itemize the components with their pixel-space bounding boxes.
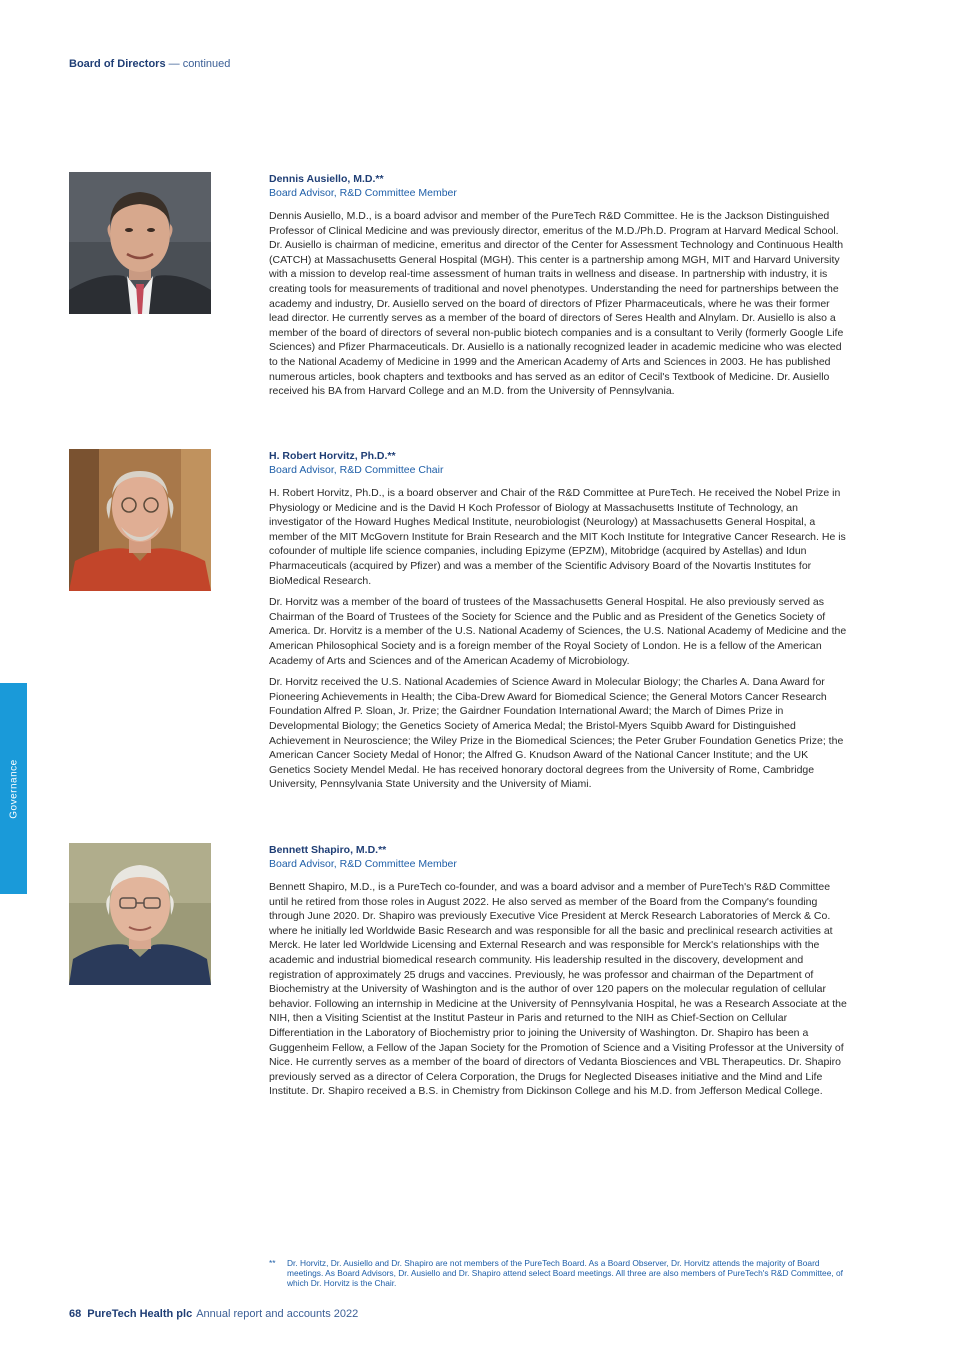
- section-side-tab: [0, 683, 27, 894]
- page-number: 68: [69, 1308, 82, 1320]
- bio-name: Dennis Ausiello, M.D.**: [269, 173, 384, 185]
- bio-paragraph: Dr. Horvitz received the U.S. National Academies of Science Award in Molecular Biology; the Charles A. Dana Award for Pioneering Achievements in Health; the Ciba-Drew Award for Biomedical Science; the General Motors Cancer Research Foundation Alfred P. Sloan, Jr. Prize; the Gairdner Foundation International Award; the March of Dimes Prize in Developmental Biology; the Genetics Society of America Medal; the Bristol-Myers Squibb Award for Distinguished Achievement in Neuroscience; the Wiley Prize in the Biomedical Sciences; the Peter Gruber Foundation Genetics Prize; the American Cancer Society Medal of Honor; the Alfred G. Knudson Award of the National Cancer Institute; and the UK Genetics Society Mendel Medal. He has received honorary doctoral degrees from the University of Rome, Cambridge University, Pennsylvania State University and the University of Miami.: [269, 676, 844, 791]
- bio-name: Bennett Shapiro, M.D.**: [269, 844, 387, 856]
- bio-text-horvitz: [269, 449, 851, 799]
- side-tab-label: Governance: [8, 758, 19, 819]
- bio-text-shapiro: [269, 843, 851, 1106]
- bio-paragraph: Dennis Ausiello, M.D., is a board advisor and member of the PureTech R&D Committee. He is the Jackson Distinguished Professor of Clinical Medicine and was previously director, emeritus of the M.D./Ph.D. Program at Harvard Medical School. Dr. Ausiello is chairman of medicine, emeritus and director of the Center for Assessment Technology and Continuous Health (CATCH) at Massachusetts General Hospital (MGH). This center is a partnership among MGH, MIT and Harvard University with a mission to develop real-time assessment of human traits in wellness and disease. In partnership with industry, it is creating tools for measurements of traditional and novel phenotypes. Understanding the need for partnerships between the academy and industry, Dr. Ausiello served on the board of directors of Pfizer Pharmaceuticals, where he was their former lead director. He currently serves as a member of the board of directors of Seres Health and Alnylam. Dr. Ausiello is also a member of the board of directors of several non-public biotech companies and is a consultant to Verily (formerly Google Life Sciences) and Pfizer Pharmaceuticals. Dr. Ausiello is a nationally recognized leader in academic medicine who was elected to the National Academy of Medicine in 1999 and the American Academy of Arts and Sciences in 2003. He has published numerous articles, book chapters and textbooks and has served as an editor of Cecil's Textbook of Medicine. Dr. Ausiello received his BA from Harvard College and an M.D. from the University of Pennsylvania.: [269, 210, 844, 398]
- footnote-text: Dr. Horvitz, Dr. Ausiello and Dr. Shapiro are not members of the PureTech Board. As a Board Observer, Dr. Horvitz attends the majority of Board meetings. As Board Advisors, Dr. Ausiello and Dr. Shapiro attend select Board meetings. All three are also members of PureTech's R&D Committee, of which Dr. Horvitz is the Chair.: [287, 1258, 844, 1289]
- footnote: [269, 1258, 851, 1289]
- portrait-photo-ausiello: [69, 172, 211, 314]
- footnote-mark: **: [269, 1258, 276, 1268]
- bio-role: Board Advisor, R&D Committee Member: [269, 187, 457, 199]
- bio-role: Board Advisor, R&D Committee Chair: [269, 464, 444, 476]
- bio-paragraph: Dr. Horvitz was a member of the board of trustees of the Massachusetts General Hospital. He also previously served as Chairman of the Board of Trustees of the Society for Science and the Public and as President of the Genetics Society of America. Dr. Horvitz is a member of the U.S. National Academy of Sciences, the U.S. National Academy of Medicine and the American Philosophical Society and is a foreign member of the Royal Society of London. He is a fellow of the American Academy of Arts and Sciences and of the American Academy of Microbiology.: [269, 596, 847, 667]
- portrait-photo-horvitz: [69, 449, 211, 591]
- bio-role: Board Advisor, R&D Committee Member: [269, 858, 457, 870]
- section-title: Board of Directors: [69, 58, 166, 70]
- portrait-photo-shapiro: [69, 843, 211, 985]
- bio-text-ausiello: [269, 172, 851, 406]
- continued-label: — continued: [165, 58, 231, 70]
- page-footer: [69, 1308, 358, 1320]
- bio-name: H. Robert Horvitz, Ph.D.**: [269, 450, 396, 462]
- bio-paragraph: H. Robert Horvitz, Ph.D., is a board observer and Chair of the R&D Committee at PureTech. He received the Nobel Prize in Physiology or Medicine and is the David H Koch Professor of Biology at Massachusetts Institute of Technology, an investigator of the Howard Hughes Medical Institute, neurobiologist (Neurology) at Massachusetts General Hospital, a member of the MIT McGovern Institute for Brain Research and the MIT Koch Institute for Integrative Cancer Research. He is cofounder of multiple life science companies, including Epizyme (EPZM), Mitobridge (acquired by Astellas) and Idun Pharmaceuticals (acquired by Pfizer) and was a member of the Scientific Advisory Board of the Novartis Institutes for BioMedical Research.: [269, 487, 846, 587]
- footer-document-title: Annual report and accounts 2022: [196, 1308, 359, 1320]
- bio-paragraph: Bennett Shapiro, M.D., is a PureTech co-founder, and was a board advisor and a member of PureTech's R&D Committee until he retired from those roles in August 2022. He also served as member of the Board from the Company's founding through June 2020. Dr. Shapiro was previously Executive Vice President at Merck Research Laboratories of Merck & Co. where he initially led Worldwide Basic Research and was responsible for all the basic and preclinical research activities at Merck. He later led Worldwide Licensing and External Research and was responsible for Merck's relationships with the academic and industrial biomedical research community. His leadership resulted in the discovery, development and registration of approximately 25 drugs and vaccines. Previously, he was professor and chairman of the Department of Biochemistry at the University of Washington and is the author of over 120 papers on the molecular regulation of cellular behavior. Following an internship in Medicine at the University of Pennsylvania Hospital, he was a Research Associate at the NIH, then a Visiting Scientist at the Institut Pasteur in Paris and returned to the NIH as Chief-Section on Cellular Differentiation in the Laboratory of Biochemistry prior to joining the University of Washington. Dr. Shapiro has been a Guggenheim Fellow, a Fellow of the Japan Society for the Promotion of Science and a Visiting Professor at the University of Nice. He currently serves as a member of the board of directors of Vedanta Biosciences and VBL Therapeutics. Dr. Shapiro previously served as a director of Celera Corporation, the Drugs for Neglected Diseases initiative and the Mind and Life Institute. Dr. Shapiro received a B.S. in Chemistry from Dickinson College and his M.D. from Jefferson Medical College.: [269, 881, 847, 1098]
- footer-company: PureTech Health plc: [87, 1308, 193, 1320]
- running-header: [69, 58, 230, 70]
